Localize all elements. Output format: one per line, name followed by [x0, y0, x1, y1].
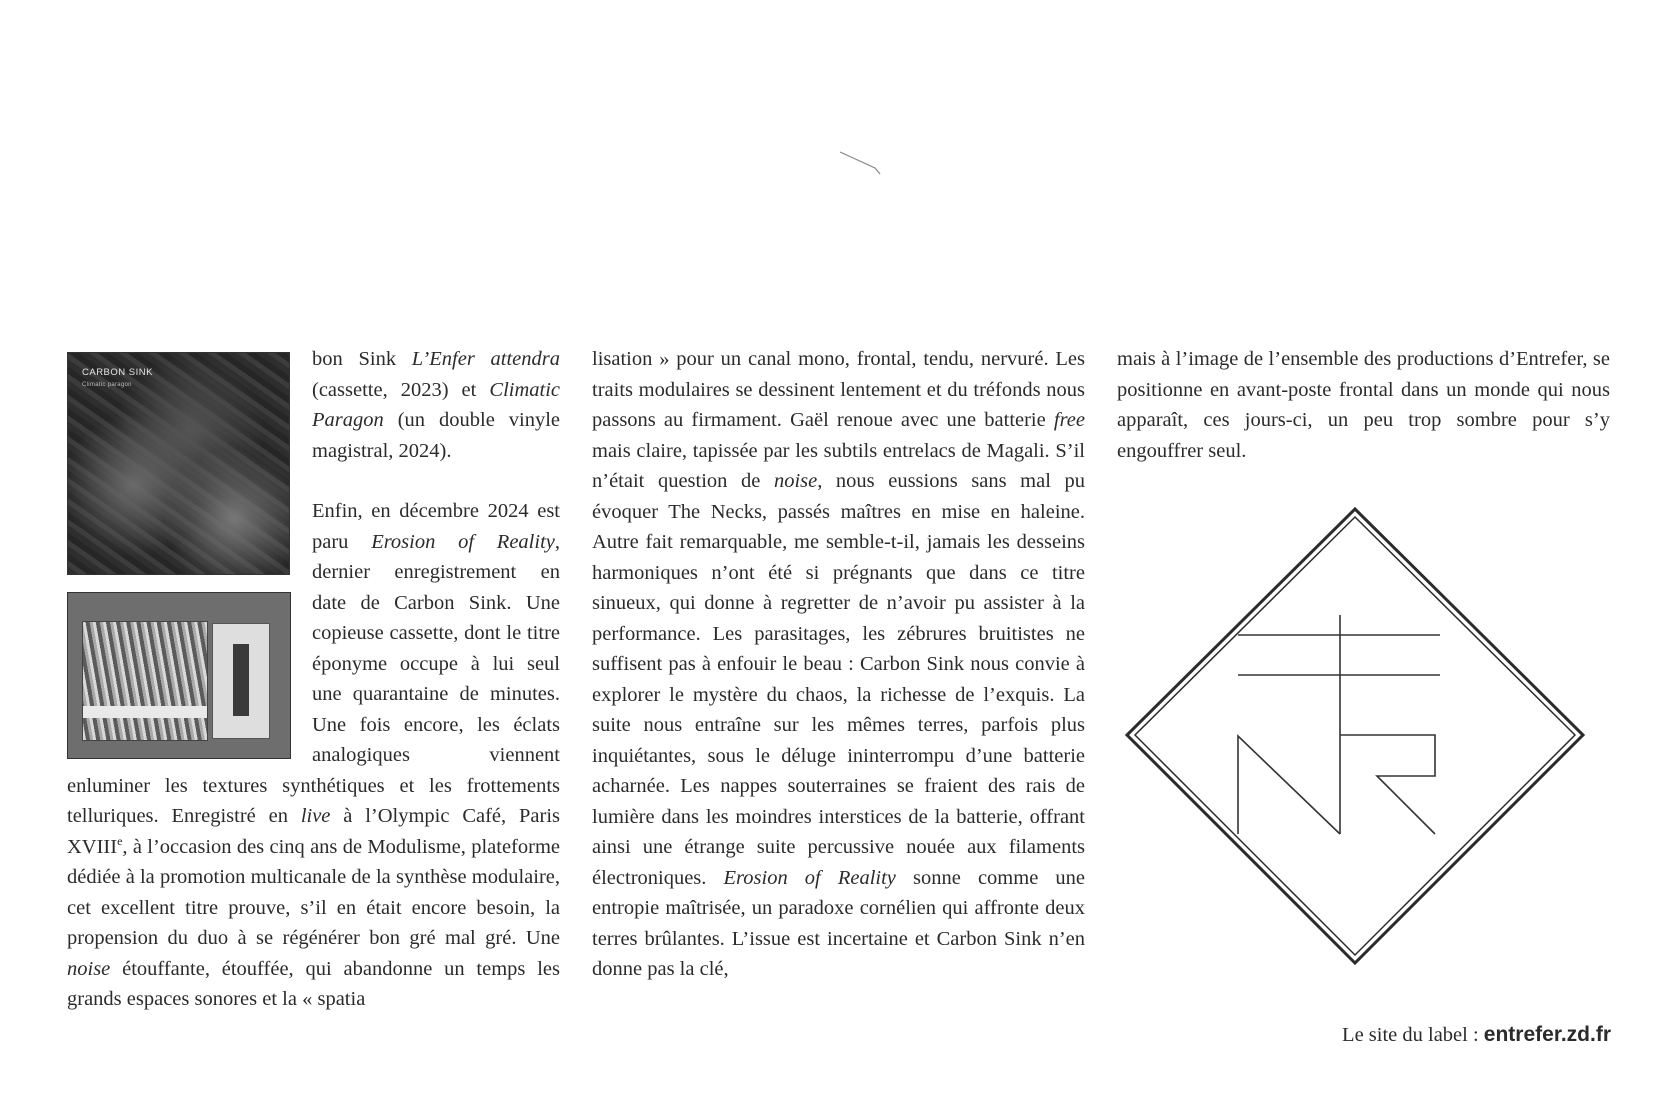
text-run: Enfin, en décembre 2024 est paru — [312, 500, 560, 553]
text-run: (cassette, 2023) et — [312, 378, 490, 401]
text-run: à l’Olympic Café, Paris XVIII — [67, 805, 560, 858]
text-run: (un double vinyle magistral, 2024). — [312, 409, 560, 462]
italic-text: L’Enfer attendra — [411, 348, 560, 370]
italic-text: Climatic Paragon — [312, 378, 560, 431]
text-run: bon Sink — [312, 348, 412, 370]
text-run: mais claire, tapissée par les subtils entrelacs de Magali. S’il n’était question de — [592, 439, 1085, 492]
superscript-text: e — [117, 833, 123, 848]
article-column-2 — [592, 344, 1085, 985]
site-label: Le site du label : — [1342, 1024, 1484, 1046]
paragraph — [1117, 344, 1610, 466]
site-url: entrefer.zd.fr — [1483, 1023, 1611, 1046]
italic-text: noise — [67, 957, 111, 980]
decorative-stroke — [840, 150, 885, 180]
cover-title-text: CARBON SINK — [82, 367, 153, 378]
text-run: , nous eussions sans mal pu évoquer The Necks, passés maîtres en mise en haleine. Autre fait remarquable, me semble-t-il, jamais les desseins harmoniques n’ont été si prégnants que dans ce titre sinueux, qui donne à regretter de n’avoir pu assister à la performance. Les parasitages, les zébrures bruitistes ne suffisent pas à enfouir le beau : Carbon Sink nous convie à explorer le mystère du chaos, la richesse de l’exquis. La suite nous entraîne sur les mêmes terres, parfois plus inquiétantes, sous le déluge ininterrompu d’une batterie acharnée. Les nappes souterraines se fraient des rais de lumière dans les moindres interstices de la batterie, offrant ainsi une étrange suite percussive nouée aux filaments électroniques. — [592, 470, 1086, 889]
text-run: sonne comme une entropie maîtrisée, un paradoxe cornélien qui affronte deux terres brûlantes. L’issue est incertaine et Carbon Sink n’en donne pas la clé, — [592, 866, 1086, 980]
text-run: , dernier enregistrement en date de Carbon Sink. Une copieuse cassette, dont le titre éponyme occupe à lui seul une quarantaine de minutes. Une fois encore, les éclats analogiques viennent enluminer les textures synthétiques et les frottements telluriques. Enregistré en — [67, 530, 560, 827]
italic-text: noise — [773, 470, 818, 492]
italic-text: live — [300, 805, 331, 827]
label-site-line — [1342, 1020, 1611, 1050]
italic-text: free — [1053, 409, 1085, 431]
italic-text: Erosion of Reality — [723, 866, 896, 889]
text-run: étouffante, étouffée, qui abandonne un temps les grands espaces sonores et la « spatia — [67, 957, 560, 1010]
article-column-1 — [67, 344, 560, 1015]
italic-text: Erosion of Reality — [371, 530, 555, 553]
image-float-1 — [67, 344, 312, 574]
entrefer-logo — [1124, 506, 1586, 968]
text-run: lisation » pour un canal mono, frontal, tendu, nervuré. Les traits modulaires se dessinent lentement et du tréfonds nous passons au firmament. Gaël renoue avec une batterie — [592, 348, 1085, 431]
cover-subtitle-text: Climatic paragon — [82, 382, 132, 388]
paragraph — [592, 344, 1085, 985]
text-run: , à l’occasion des cinq ans de Modulisme, plateforme dédiée à la promotion multicanale de la synthèse modulaire, cet excellent titre prouve, s’il en était encore besoin, la propension du duo à se régénérer bon gré mal gré. Une — [67, 835, 560, 949]
article-column-3 — [1117, 344, 1610, 466]
image-float-2 — [67, 574, 312, 742]
text-run: mais à l’image de l’ensemble des productions d’Entrefer, se positionne en avant-poste frontal dans un monde qui nous apparaît, ces jours-ci, un peu trop sombre pour s’y engouffrer seul. — [1117, 348, 1610, 462]
